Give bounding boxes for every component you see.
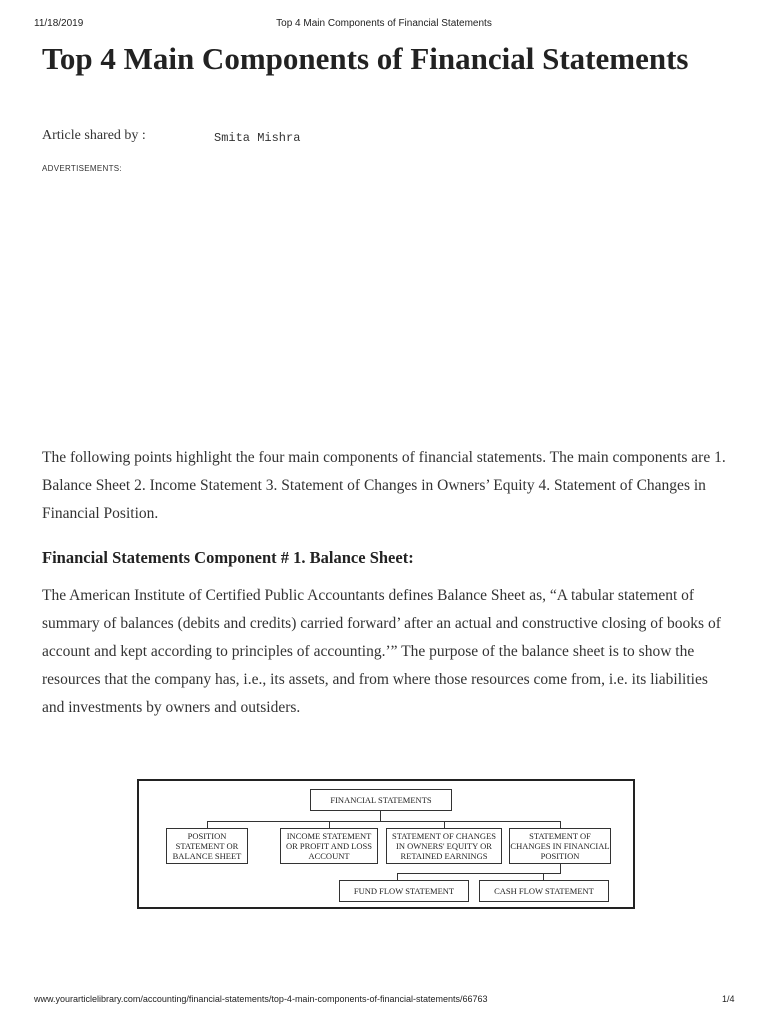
- diagram-box-fund-flow: FUND FLOW STATEMENT: [339, 880, 469, 902]
- diagram-box-balance-sheet: POSITION STATEMENT OR BALANCE SHEET: [166, 828, 248, 864]
- print-header-title: Top 4 Main Components of Financial Statements: [276, 18, 492, 29]
- financial-statements-diagram: [137, 779, 635, 909]
- print-date: 11/18/2019: [34, 18, 84, 29]
- diagram-connector: [560, 864, 561, 873]
- article-title: Top 4 Main Components of Financial Statements: [42, 41, 689, 76]
- balance-sheet-paragraph: The American Institute of Certified Public Accountants defines Balance Sheet as, “A tabular statement of summary of balances (debits and credits) carried forward’ after an actual and constructive closing of books of account and kept according to principles of accounting.’” The purpose of the balance sheet is to show the resources that the company has, i.e., its assets, and from where those resources come from, i.e. its liabilities and investments by owners and outsiders.: [42, 587, 721, 716]
- diagram-connector: [380, 811, 381, 821]
- diagram-connector: [560, 821, 561, 828]
- diagram-connector: [329, 821, 330, 828]
- section-heading-balance-sheet: Financial Statements Component # 1. Balance Sheet:: [42, 548, 414, 567]
- footer-url[interactable]: www.yourarticlelibrary.com/accounting/financial-statements/top-4-main-components-of-financial-statements/66763: [34, 994, 488, 1004]
- diagram-connector: [207, 821, 208, 828]
- diagram-box-income-statement: INCOME STATEMENT OR PROFIT AND LOSS ACCOUNT: [280, 828, 378, 864]
- author-name[interactable]: Smita Mishra: [214, 131, 301, 145]
- diagram-connector: [543, 873, 544, 880]
- page-number: 1/4: [722, 994, 735, 1004]
- advertisements-label: ADVERTISEMENTS:: [42, 164, 122, 173]
- diagram-connector: [397, 873, 561, 874]
- diagram-box-cash-flow: CASH FLOW STATEMENT: [479, 880, 609, 902]
- diagram-connector: [207, 821, 560, 822]
- diagram-box-financial-position: STATEMENT OF CHANGES IN FINANCIAL POSITION: [509, 828, 611, 864]
- byline-label: Article shared by :: [42, 128, 146, 143]
- diagram-connector: [444, 821, 445, 828]
- diagram-connector: [397, 873, 398, 880]
- intro-paragraph: The following points highlight the four main components of financial statements. The main components are 1. Balance Sheet 2. Income Statement 3. Statement of Changes in Owners’ Equity 4. Statement of Changes in Financial Position.: [42, 449, 726, 522]
- diagram-root-box: FINANCIAL STATEMENTS: [310, 789, 452, 811]
- diagram-box-owners-equity: STATEMENT OF CHANGES IN OWNERS' EQUITY OR RETAINED EARNINGS: [386, 828, 502, 864]
